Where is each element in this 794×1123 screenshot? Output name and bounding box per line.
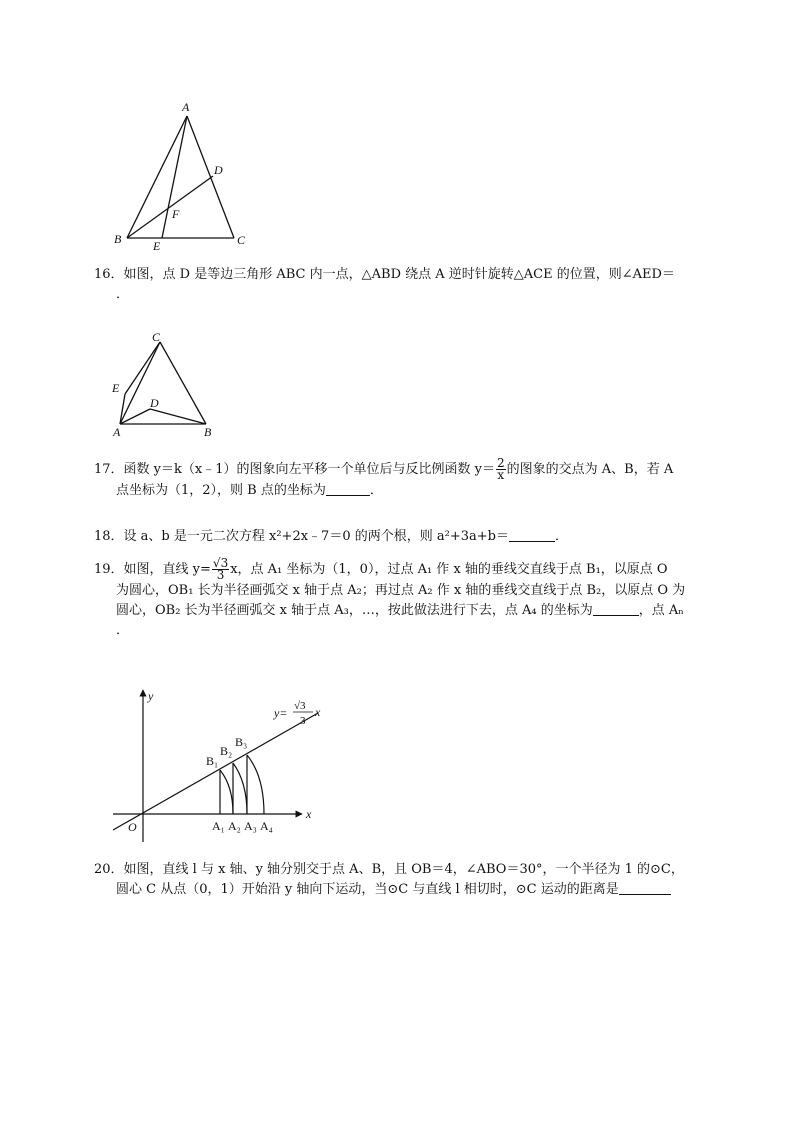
line-label-num: √3 xyxy=(294,700,306,712)
question-16: 16．如图，点 D 是等边三角形 ABC 内一点，△ABD 绕点 A 逆时针旋转△ACE 的位置，则∠AED＝ ． xyxy=(94,267,675,302)
label-e: E xyxy=(112,381,120,395)
label-a: A xyxy=(113,425,121,439)
label-c: C xyxy=(237,233,246,247)
label-b2: B₂ xyxy=(220,744,233,758)
line-label-den: 3 xyxy=(300,715,306,727)
answer-blank[interactable] xyxy=(593,601,639,616)
triangle-abc-figure-15 xyxy=(108,98,258,250)
line-label-suffix: x xyxy=(315,705,321,719)
origin-label: O xyxy=(128,820,137,834)
question-18: 18．设 a、b 是一元二次方程 x²+2x﹣7＝0 的两个根，则 a²+3a+b＝ ． xyxy=(94,529,568,544)
fraction: $\frac{2}{x}$ xyxy=(496,456,505,482)
label-b1: B₁ xyxy=(206,754,219,768)
label-e: E xyxy=(153,239,161,250)
arc-a3 xyxy=(233,763,247,814)
label-d: D xyxy=(150,396,159,410)
label-b3: B₃ xyxy=(235,735,248,749)
label-d: D xyxy=(214,163,223,177)
label-a3: A₃ xyxy=(244,819,257,833)
question-17: 17．函数 y＝k（x﹣1）的图象向左平移一个单位后与反比例函数 y＝ $\frac{2}{x}$ 的图象的交点为 A、B，若 A 点坐标为（1，2），则 B 点的坐标为 ． xyxy=(94,456,674,498)
axis-label-y: y xyxy=(148,689,154,703)
question-19: 19．如图，直线 y= $\frac{√3}{3}$ x，点 A₁ 坐标为（1，0），过点 A₁ 作 x 轴的垂线交直线于点 B₁，以原点 O 为圆心，OB₁ 长为半径画弧交 x 轴于点 A₂；再过点 A₂ 作 x 轴的垂线交直线于点 B₂，以原点 O 为 圆心，OB₂ 长为半径画弧交 x 轴于点 A₃，…，按此做法进行下去，点 A₄ 的坐标为 ，点 Aₙ ． xyxy=(94,556,686,638)
line-label-prefix: y= xyxy=(274,706,288,720)
label-a: A xyxy=(182,100,190,114)
question-20: 20．如图，直线 l 与 x 轴、y 轴分别交于点 A、B，且 OB＝4，∠ABO＝30°，一个半径为 1 的⊙C， 圆心 C 从点（0，1）开始沿 y 轴向下运动，当⊙C 与直线 l 相切时，⊙C 运动的距离是 xyxy=(94,862,684,897)
question-number: 20． xyxy=(94,862,124,877)
label-b: B xyxy=(204,425,212,439)
label-c: C xyxy=(152,330,161,344)
question-number: 17． xyxy=(94,462,124,477)
arc-a4 xyxy=(247,755,264,814)
label-a4: A₄ xyxy=(260,819,273,833)
question-number: 18． xyxy=(94,529,124,544)
label-b: B xyxy=(114,232,122,246)
label-a2: A₂ xyxy=(228,819,241,833)
rotation-figure-16 xyxy=(108,326,220,440)
coordinate-figure-19 xyxy=(108,686,328,846)
label-a1: A₁ xyxy=(212,819,225,833)
question-number: 19． xyxy=(94,562,124,577)
arc-a2 xyxy=(220,770,233,814)
answer-blank[interactable] xyxy=(509,527,555,542)
axis-label-x: x xyxy=(306,807,312,821)
answer-blank[interactable] xyxy=(619,880,671,895)
fraction: $\frac{√3}{3}$ xyxy=(212,556,229,582)
line-y-sqrt3-over-3-x xyxy=(113,713,318,830)
label-f: F xyxy=(172,207,180,221)
answer-blank[interactable] xyxy=(326,481,370,496)
question-number: 16． xyxy=(94,267,124,282)
